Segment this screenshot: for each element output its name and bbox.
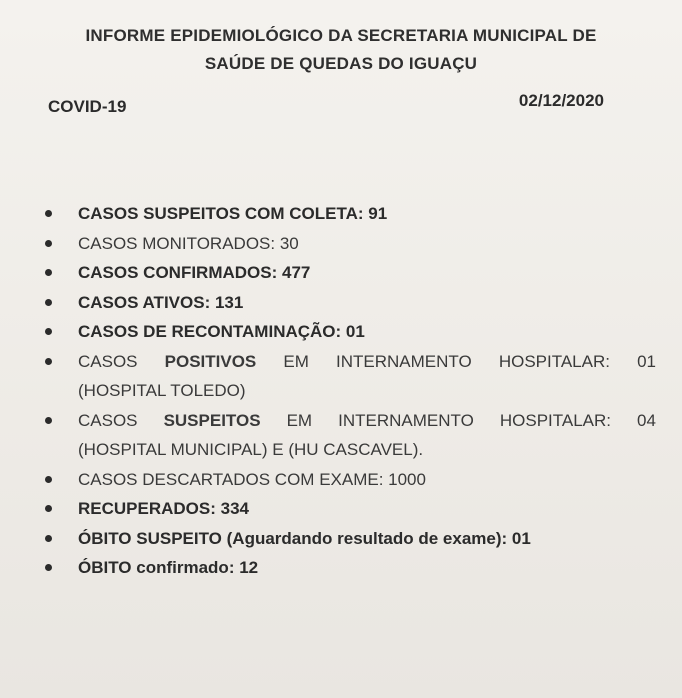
item-word: HOSPITALAR:: [498, 351, 610, 371]
list-item: [40, 494, 656, 524]
report-date: 02/12/2020: [518, 91, 604, 110]
item-word: INTERNAMENTO: [336, 351, 472, 371]
list-item: [40, 553, 656, 583]
list-item: [40, 199, 656, 229]
item-text: CASOS CONFIRMADOS: 477: [78, 263, 311, 282]
item-line-2: (HOSPITAL MUNICIPAL) E (HU CASCAVEL).: [78, 440, 424, 459]
item-text-bold: ÓBITO: [78, 558, 132, 577]
list-item: [40, 524, 656, 554]
item-text: ÓBITO SUSPEITO (Aguardando resultado de exame): 01: [78, 528, 531, 548]
item-word: HOSPITALAR:: [499, 410, 612, 430]
item-line: [78, 347, 656, 377]
item-word: INTERNAMENTO: [338, 410, 474, 430]
item-word: EM: [286, 410, 313, 430]
item-word: 01: [637, 351, 656, 371]
list-item: [40, 465, 656, 495]
item-word-bold: SUSPEITOS: [163, 410, 261, 430]
document-title: [40, 22, 642, 78]
item-word: 04: [637, 410, 656, 430]
list-item: [40, 258, 656, 288]
list-item: [40, 288, 656, 318]
item-text: RECUPERADOS: 334: [78, 499, 249, 518]
item-text: CASOS MONITORADOS: 30: [78, 233, 299, 253]
item-text: CASOS SUSPEITOS COM COLETA: 91: [78, 204, 388, 223]
list-item: [40, 317, 656, 347]
item-word: CASOS: [78, 410, 138, 430]
item-word: EM: [283, 351, 309, 371]
subject-label: COVID-19: [48, 97, 127, 116]
bulletin-list: [40, 199, 656, 583]
item-text: CASOS DESCARTADOS COM EXAME: 1000: [78, 469, 426, 489]
list-item: [40, 347, 656, 406]
item-word: CASOS: [78, 351, 138, 371]
item-word-bold: POSITIVOS: [164, 351, 257, 371]
item-line-2: (HOSPITAL TOLEDO): [78, 381, 246, 400]
item-line: [78, 406, 656, 436]
item-text: CASOS DE RECONTAMINAÇÃO: 01: [78, 322, 365, 341]
title-line-2: SAÚDE DE QUEDAS DO IGUAÇU: [204, 54, 478, 73]
list-item: [40, 406, 656, 465]
item-text-rest: confirmado: 12: [131, 558, 259, 577]
item-text: CASOS ATIVOS: 131: [78, 292, 244, 312]
list-item: [40, 229, 656, 259]
title-line-1: INFORME EPIDEMIOLÓGICO DA SECRETARIA MUNICIPAL DE: [85, 26, 597, 45]
